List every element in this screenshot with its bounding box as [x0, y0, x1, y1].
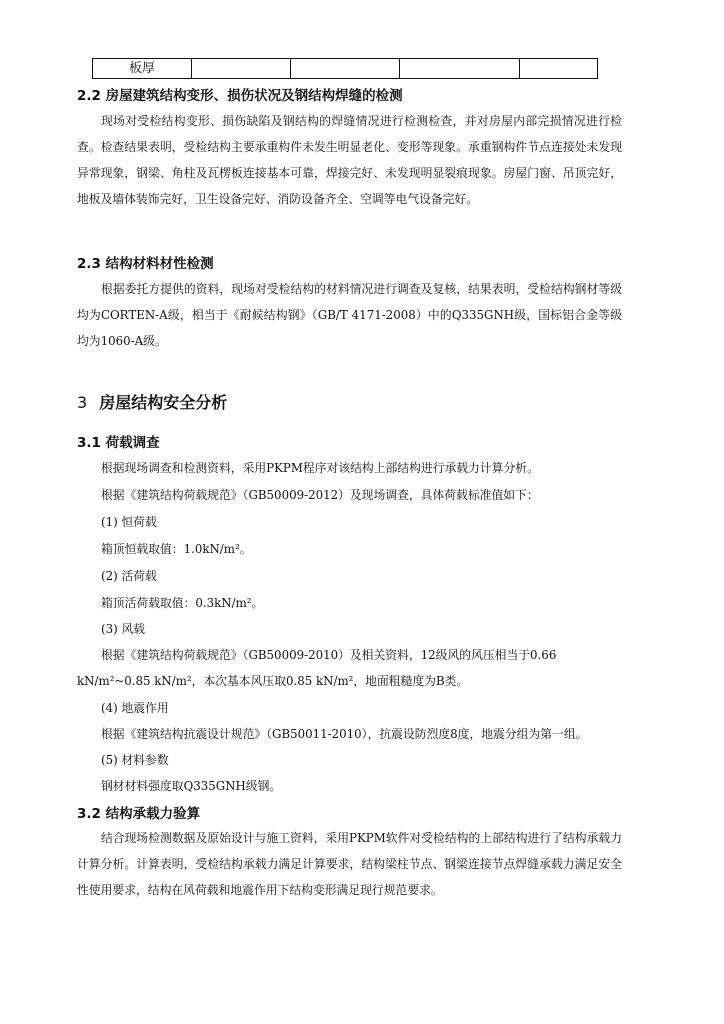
- table-row: [93, 59, 598, 79]
- text-line: 根据现场调查和检测资料，采用PKPM程序对该结构上部结构进行承载力计算分析。: [101, 461, 539, 475]
- chapter-title: 房屋结构安全分析: [99, 393, 228, 412]
- text-line: (3) 风载: [101, 622, 146, 636]
- text-line: (2) 活荷载: [101, 569, 157, 583]
- section-2-2-heading: 2.2 房屋建筑结构变形、损伤状况及钢结构焊缝的检测: [77, 88, 403, 104]
- section-3-2-paragraph: 结合现场检测数据及原始设计与施工资料，采用PKPM软件对受检结构的上部结构进行了结构承载力计算分析。计算表明，受检结构承载力满足计算要求，结构梁柱节点、钢梁连接节点焊缝承载力满足安全性使用要求，结构在风荷载和地震作用下结构变形满足现行规范要求。: [77, 831, 622, 897]
- section-3-2-heading: 3.2 结构承载力验算: [77, 806, 201, 822]
- section-2-3-heading: 2.3 结构材料材性检测: [77, 256, 214, 272]
- text-line: 钢材材料强度取Q335GNH级钢。: [101, 779, 282, 793]
- table-cell: [400, 59, 520, 79]
- table-cell: 板厚: [93, 59, 192, 79]
- text-line: kN/m²~0.85 kN/m²，本次基本风压取0.85 kN/m²，地面粗糙度为B类。: [77, 674, 469, 688]
- section-2-2-paragraph: 现场对受检结构变形、损伤缺陷及钢结构的焊缝情况进行检测检查，并对房屋内部完损情况进行检查。检查结果表明，受检结构主要承重构件未发生明显老化、变形等现象。承重钢构件节点连接处未发现异常现象，钢梁、角柱及瓦楞板连接基本可靠，焊接完好、未发现明显裂痕现象。房屋门窗、吊顶完好，地板及墙体装饰完好，卫生设备完好、消防设备齐全、空调等电气设备完好。: [77, 114, 622, 206]
- table-cell: [291, 59, 400, 79]
- table-cell: [520, 59, 598, 79]
- text-line: (1) 恒荷载: [101, 515, 157, 529]
- text-line: 根据《建筑结构抗震设计规范》（GB50011-2010），抗震设防烈度8度，地震分组为第一组。: [101, 727, 588, 741]
- section-3-1-heading: 3.1 荷载调查: [77, 435, 160, 451]
- text-line: 箱顶恒载取值：1.0kN/m²。: [101, 542, 252, 556]
- text-line: (5) 材料参数: [101, 753, 169, 767]
- text-line: 根据《建筑结构荷载规范》（GB50009-2010）及相关资料，12级风的风压相当于0.66: [101, 648, 557, 662]
- table-fragment: [92, 58, 598, 79]
- table-cell: [192, 59, 291, 79]
- text-line: (4) 地震作用: [101, 701, 169, 715]
- chapter-number: 3: [77, 393, 88, 412]
- text-line: 箱顶活荷载取值：0.3kN/m²。: [101, 596, 264, 610]
- section-2-3-paragraph: 根据委托方提供的资料，现场对受检结构的材料情况进行调查及复核，结果表明，受检结构钢材等级均为CORTEN-A级，相当于《耐候结构钢》（GB/T 4171-2008）中的Q335GNH级，国标铝合金等级均为1060-A级。: [77, 282, 622, 348]
- text-line: 根据《建筑结构荷载规范》（GB50009-2012）及现场调查，具体荷载标准值如下：: [101, 488, 539, 502]
- chapter-3-heading: [77, 390, 227, 413]
